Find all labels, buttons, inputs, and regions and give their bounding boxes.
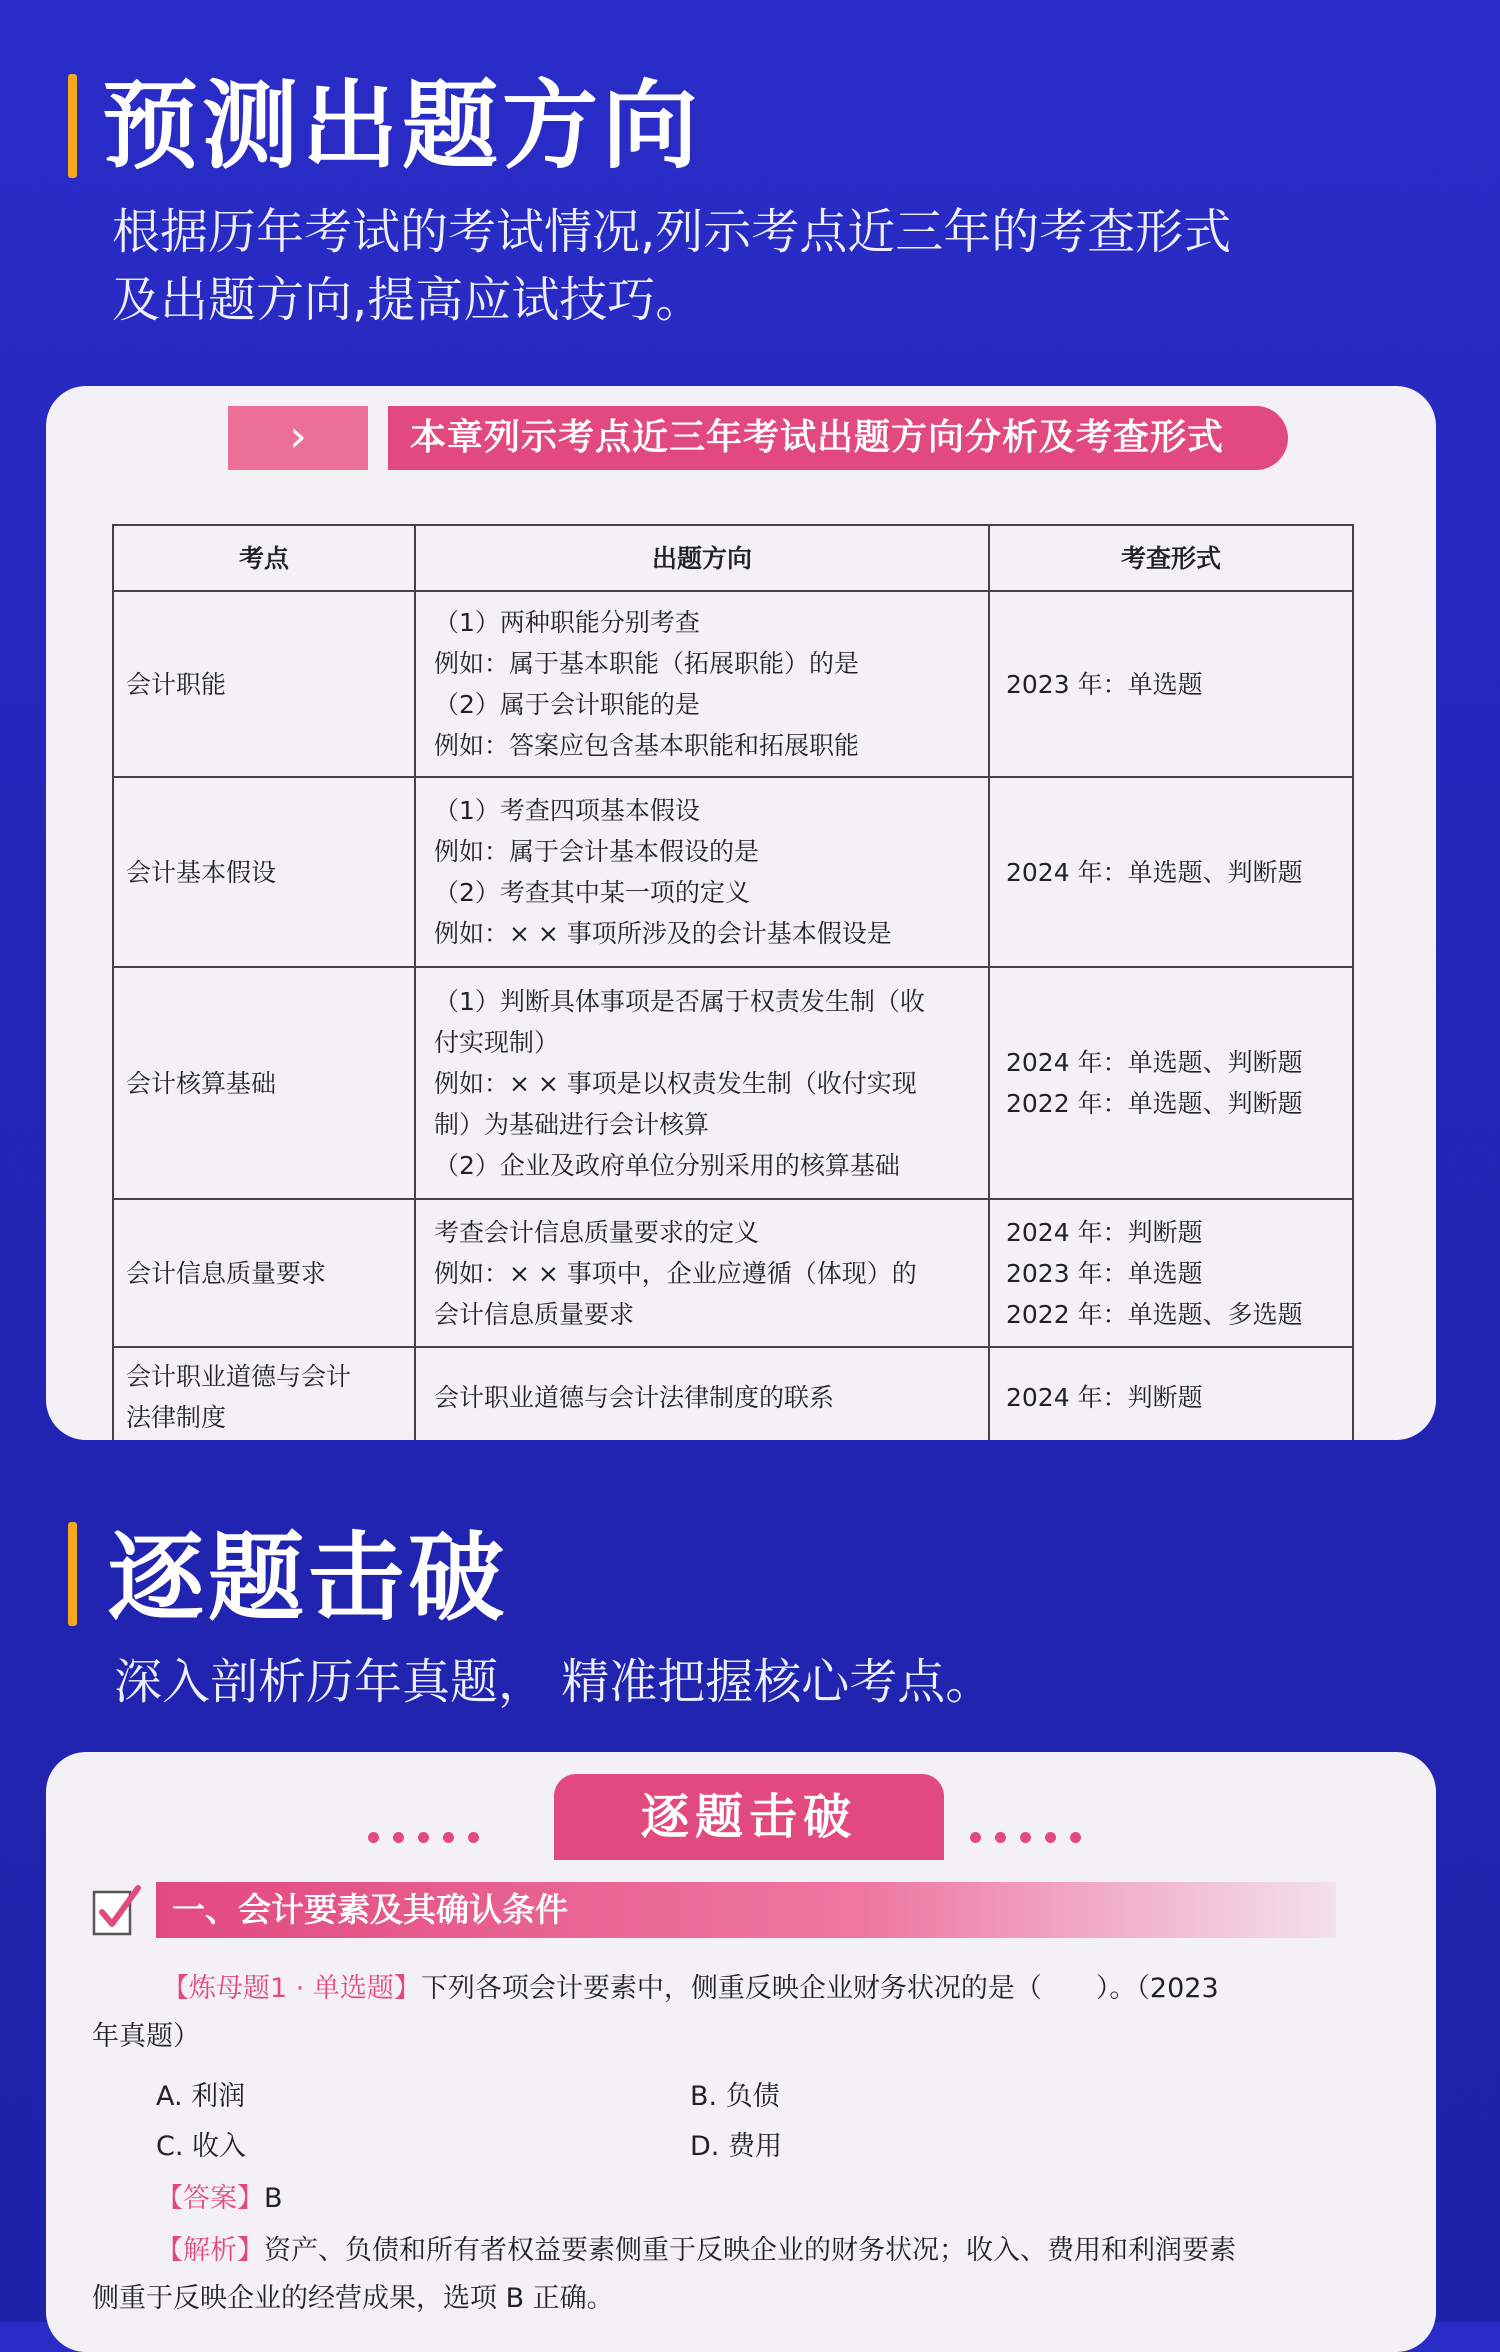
dot-icon [970, 1832, 981, 1843]
dot-icon [443, 1832, 454, 1843]
topic-cell [113, 591, 415, 777]
dot-icon [393, 1832, 404, 1843]
subtitle-line: 根据历年考试的考试情况,列示考点近三年的考查形式 [112, 204, 1232, 260]
answer-tag: 【答案】 [156, 2183, 264, 2214]
chevron-right-icon: › [228, 406, 368, 470]
table-row [113, 967, 1353, 1199]
section-subtitle: 深入剖析历年真题， 精准把握核心考点。 [114, 1654, 994, 1710]
form-text: 2024 年：判断题 [1006, 1382, 1203, 1412]
topic-text: 会计信息质量要求 [126, 1258, 327, 1288]
dot-icon [418, 1832, 429, 1843]
direction-text: （1）判断具体事项是否属于权责发生制（收 [434, 986, 925, 1016]
form-text: 2022 年：单选题、判断题 [1006, 1089, 1303, 1118]
dot-icon [1020, 1832, 1031, 1843]
exam-direction-table [112, 524, 1354, 1440]
topic-cell [113, 967, 415, 1199]
card-banner: 本章列示考点近三年考试出题方向分析及考查形式 [388, 406, 1288, 470]
card-tab: 逐题击破 [554, 1774, 944, 1860]
direction-text: 会计职业道德与会计法律制度的联系 [434, 1382, 835, 1412]
direction-text: 例如：属于基本职能（拓展职能）的是 [434, 649, 860, 678]
question-card [46, 1752, 1436, 2352]
form-cell [989, 777, 1353, 967]
topic-text: 法律制度 [126, 1403, 227, 1432]
topic-text: 会计核算基础 [126, 1068, 277, 1098]
direction-text: （2）属于会计职能的是 [434, 690, 700, 719]
table-header: 考查形式 [989, 525, 1353, 591]
section-title: 逐题击破 [108, 1522, 508, 1634]
table-row [113, 777, 1353, 967]
table-row [113, 591, 1353, 777]
form-cell [989, 967, 1353, 1199]
question-text [162, 1966, 1219, 2012]
direction-cell [415, 591, 989, 777]
form-text: 2024 年：单选题、判断题 [1006, 1048, 1303, 1077]
topic-heading: 一、会计要素及其确认条件 [156, 1882, 1336, 1938]
question-tag: 【炼母题1 · 单选题】 [162, 1973, 421, 2004]
direction-cell [415, 1199, 989, 1347]
section-accent-bar [68, 1522, 77, 1626]
answer-value: B [264, 2183, 283, 2214]
analysis-tag: 【解析】 [156, 2235, 264, 2266]
form-cell [989, 591, 1353, 777]
dot-icon [1070, 1832, 1081, 1843]
topic-text: 会计职能 [126, 669, 227, 699]
topic-text: 会计职业道德与会计 [126, 1362, 352, 1391]
direction-cell [415, 777, 989, 967]
analysis-line-continued: 侧重于反映企业的经营成果，选项 B 正确。 [92, 2283, 614, 2314]
direction-text: （2）考查其中某一项的定义 [434, 878, 750, 907]
direction-text: 会计信息质量要求 [434, 1299, 635, 1329]
direction-cell [415, 967, 989, 1199]
decorative-dots-left [368, 1832, 479, 1843]
topic-cell [113, 777, 415, 967]
direction-text: （1）两种职能分别考查 [434, 608, 700, 637]
table-row [113, 1199, 1353, 1347]
direction-cell [415, 1347, 989, 1440]
direction-text: （2）企业及政府单位分别采用的核算基础 [434, 1150, 900, 1180]
table-header: 考点 [113, 525, 415, 591]
table-header-row [113, 525, 1353, 591]
analysis-text: 资产、负债和所有者权益要素侧重于反映企业的财务状况；收入、费用和利润要素 [264, 2235, 1236, 2266]
direction-text: （1）考查四项基本假设 [434, 796, 700, 825]
form-text: 2023 年：单选题 [1006, 1258, 1203, 1288]
section-accent-bar [68, 74, 77, 178]
direction-text: 制）为基础进行会计核算 [434, 1109, 710, 1139]
table-header: 出题方向 [415, 525, 989, 591]
section-title: 预测出题方向 [102, 70, 702, 182]
topic-cell [113, 1199, 415, 1347]
option-a: A. 利润 [156, 2081, 246, 2112]
checklist-icon [90, 1882, 142, 1938]
answer-line [156, 2176, 283, 2222]
direction-text: 例如：答案应包含基本职能和拓展职能 [434, 731, 860, 760]
direction-text: 例如：属于会计基本假设的是 [434, 837, 760, 866]
direction-text: 考查会计信息质量要求的定义 [434, 1217, 760, 1247]
subtitle-line: 及出题方向,提高应试技巧。 [112, 272, 704, 328]
form-text: 2023 年：单选题 [1006, 669, 1203, 699]
dot-icon [1045, 1832, 1056, 1843]
direction-text: 例如：× × 事项中，企业应遵循（体现）的 [434, 1258, 917, 1288]
exam-direction-card [46, 386, 1436, 1440]
topic-text: 会计基本假设 [126, 857, 277, 887]
dot-icon [995, 1832, 1006, 1843]
direction-text: 付实现制） [434, 1027, 560, 1057]
topic-cell [113, 1347, 415, 1440]
direction-text: 例如：× × 事项是以权责发生制（收付实现 [434, 1068, 917, 1098]
dot-icon [368, 1832, 379, 1843]
form-text: 2022 年：单选题、多选题 [1006, 1299, 1303, 1329]
option-c: C. 收入 [156, 2131, 247, 2162]
form-text: 2024 年：判断题 [1006, 1217, 1203, 1247]
form-text: 2024 年：单选题、判断题 [1006, 857, 1303, 887]
dot-icon [468, 1832, 479, 1843]
question-text-continued: 年真题） [92, 2021, 200, 2052]
section-subtitle [112, 198, 1231, 334]
direction-text: 例如：× × 事项所涉及的会计基本假设是 [434, 919, 892, 948]
option-b: B. 负债 [690, 2081, 780, 2112]
decorative-dots-right [970, 1832, 1081, 1843]
form-cell [989, 1199, 1353, 1347]
option-d: D. 费用 [690, 2131, 782, 2162]
form-cell [989, 1347, 1353, 1440]
analysis-line [156, 2228, 1236, 2274]
question-body: 下列各项会计要素中，侧重反映企业财务状况的是（ ）。（2023 [420, 1973, 1219, 2004]
table-row [113, 1347, 1353, 1440]
